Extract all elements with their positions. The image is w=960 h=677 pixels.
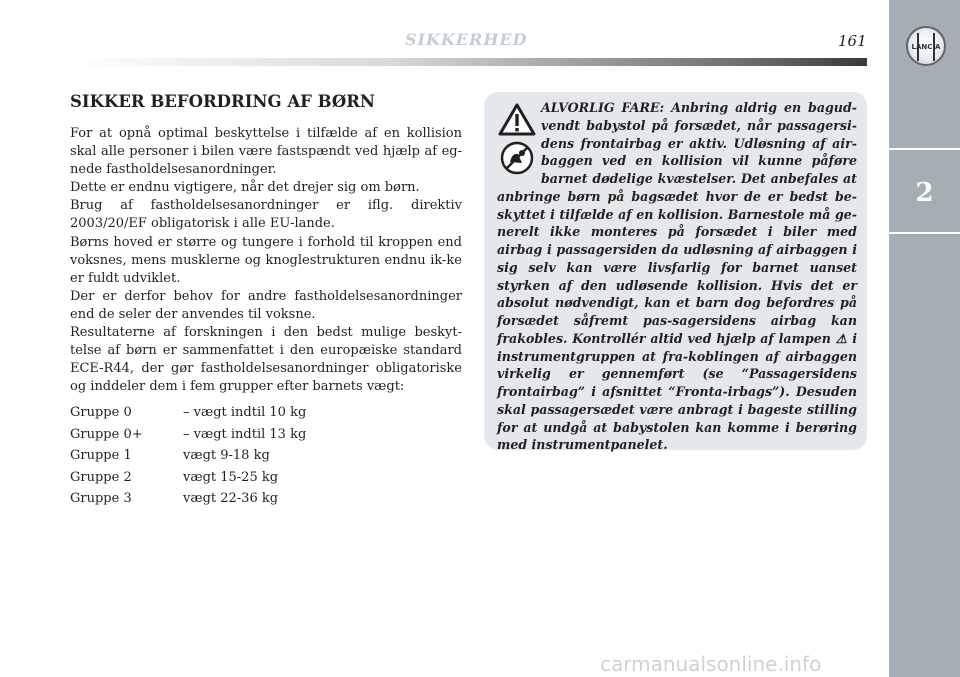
paragraph: Der er derfor behov for andre fastholdelsesanordninger end de seler der anvendes til voksne.: [70, 288, 462, 322]
tab-divider-bottom: [889, 232, 960, 234]
paragraph: Børns hoved er større og tungere i forhold til kroppen end voksnes, mens musklerne og knoglestrukturen endnu ik-ke er fuldt udviklet.: [70, 234, 462, 286]
group-name: Gruppe 0: [70, 405, 132, 420]
main-heading: SIKKER BEFORDRING AF BØRN: [70, 92, 376, 111]
paragraph: Brug af fastholdelsesanordninger er iflg. direktiv 2003/20/EF obligatorisk i alle EU-lande.: [70, 198, 462, 232]
paragraph: Dette er endnu vigtigere, når det drejer sig om børn.: [70, 180, 420, 196]
table-row: [70, 427, 370, 449]
group-weight: vægt 15-25 kg: [183, 469, 279, 485]
table-row: [70, 448, 370, 470]
group-name: Gruppe 0+: [70, 426, 143, 442]
table-row: [70, 470, 370, 492]
chapter-number: 2: [915, 178, 934, 208]
header-divider: [70, 58, 867, 66]
chapter-side-tab: [889, 0, 960, 677]
paragraph: For at opnå optimal beskyttelse i tilfælde af en kollision skal alle personer i bilen være fastspændt ved hjælp af eg-nede fastholdelsesanordninger.: [70, 126, 462, 178]
group-name: Gruppe 3: [70, 491, 132, 506]
tab-divider-top: [889, 148, 960, 150]
group-weight: vægt 9-18 kg: [183, 448, 270, 463]
group-name: Gruppe 1: [70, 448, 132, 463]
group-weight: – vægt indtil 10 kg: [183, 405, 307, 420]
body-text: [70, 125, 462, 396]
logo-text: LANCIA: [911, 43, 941, 51]
weight-groups-table: [70, 405, 370, 513]
lancia-logo: [906, 26, 946, 66]
group-weight: – vægt indtil 13 kg: [183, 426, 307, 442]
group-weight: vægt 22-36 kg: [183, 491, 279, 506]
warning-text: ALVORLIG FARE: Anbring aldrig en bagud-vendt babystol på forsædet, når passagersi-dens frontairbag er aktiv. Udløsning af air-baggen ved en kollision vil kunne påføre barnet dødelige kvæstelser. Det anbefales at anbringe børn på bagsædet hvor de er bedst be-skyttet i tilfælde af en kollision. Barnestole må ge-nerelt ikke monteres på forsædet i biler med airbag i passagersiden da udløsning af airbaggen i sig selv kan være livsfarlig for barnet uanset styrken af den udløsende kollision. Hvis det er absolut nødvendigt, kan et barn dog befordres på forsædet såfremt pas-sagersidens airbag kan frakobles. Kontrollér altid ved hjælp af lampen ⚠ i instrumentgruppen at fra-koblingen af airbaggen virkelig er gennemført (se “Passagersidens frontairbag” i afsnittet “Fronta-irbags”). Desuden skal passagersædet være anbragt i bageste stilling for at undgå at babystolen kan komme i berøring med instrumentpanelet.: [497, 100, 857, 453]
table-row: [70, 491, 370, 513]
table-row: [70, 405, 370, 427]
group-name: Gruppe 2: [70, 469, 132, 485]
page-number: 161: [838, 32, 867, 50]
paragraph: Resultaterne af forskningen i den bedst mulige beskyt-telse af børn er sammenfattet i den europæiske standard ECE-R44, der gør fastholdelsesanordninger obligatoriske og inddeler dem i fem grupper efter barnets vægt:: [70, 325, 462, 395]
section-title: SIKKERHED: [405, 30, 528, 49]
watermark: carmanualsonline.info: [600, 652, 822, 676]
